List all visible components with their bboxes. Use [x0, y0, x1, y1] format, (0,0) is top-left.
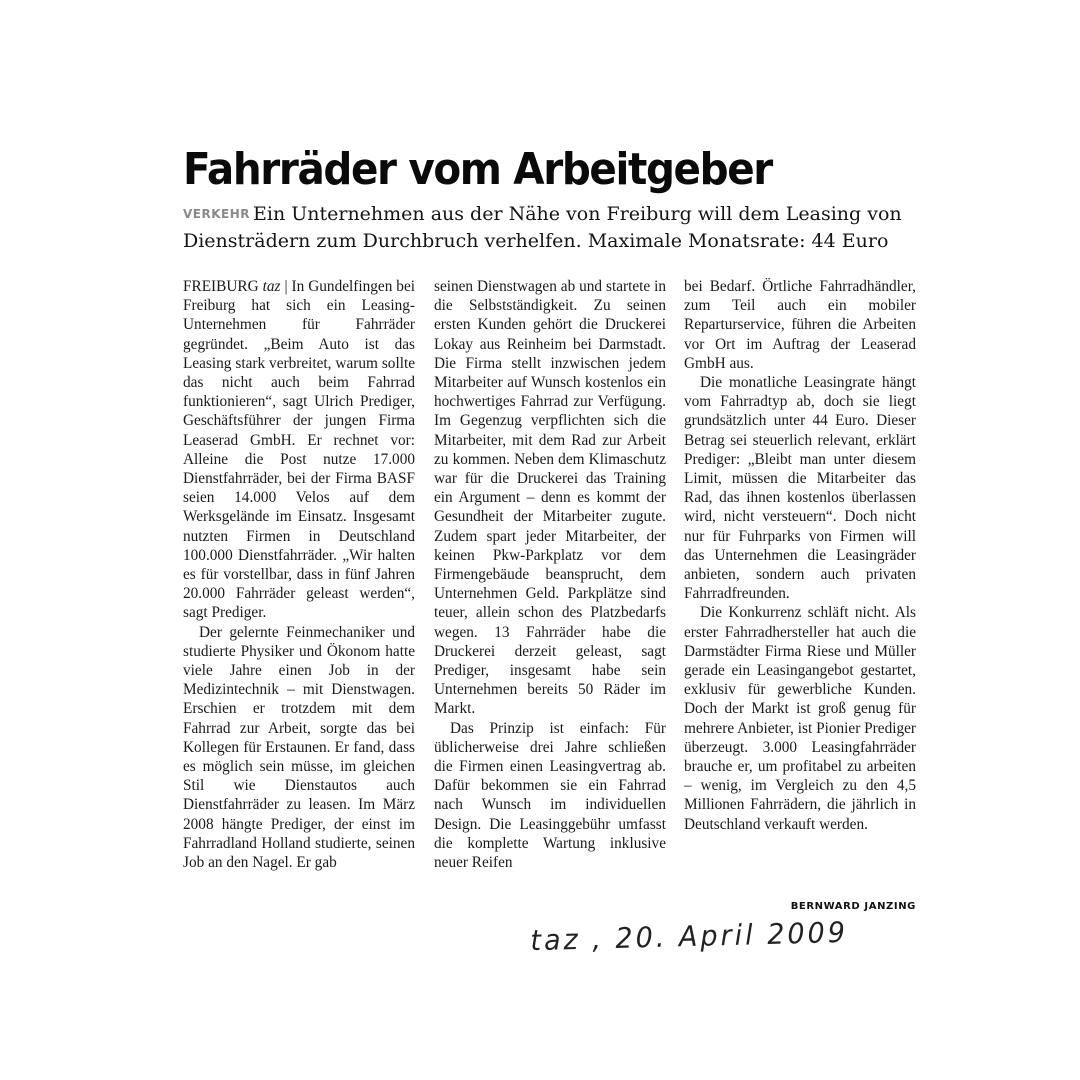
dateline-separator: |: [280, 278, 292, 295]
dateline-place: FREIBURG: [183, 278, 259, 295]
article-column-3: [684, 277, 916, 834]
paragraph: seinen Dienstwagen ab und startete in die Selbstständigkeit. Zu seinen ersten Kunden gehört die Druckerei Lokay aus Reinheim bei Darmstadt. Die Firma stellt inzwischen jedem Mitarbeiter auf Wunsch kostenlos ein hochwertiges Fahrrad zur Verfügung. Im Gegenzug verpflichten sich die Mitarbeiter, mit dem Rad zur Arbeit zu kommen. Neben dem Klimaschutz war für die Druckerei das Training ein Argument – denn es kommt der Gesundheit der Mitarbeiter zugute. Zudem spart jeder Mitarbeiter, der keinen Pkw-Parkplatz vor dem Firmengebäude beansprucht, dem Unternehmen Geld. Parkplätze sind teuer, allein schon des Platzbedarfs wegen. 13 Fahrräder habe die Druckerei derzeit geleast, sagt Prediger, insgesamt habe sein Unternehmen bereits 50 Räder im Markt.: [434, 278, 666, 718]
dateline: [183, 278, 292, 295]
subhead-line-2: Diensträdern zum Durchbruch verhelfen. Maximale Monatsrate: 44 Euro: [183, 230, 889, 252]
subhead-text-1: Ein Unternehmen aus der Nähe von Freiburg will dem Leasing von: [253, 203, 902, 225]
dateline-source: taz: [262, 278, 281, 295]
paragraph: [183, 277, 415, 623]
article-column-2: [434, 277, 666, 872]
paragraph: Die monatliche Leasingrate hängt vom Fahrradtyp ab, doch sie liegt grundsätzlich unter 44 Euro. Dieser Betrag sei steuerlich relevant, erklärt Prediger: „Bleibt man unter diesem Limit, müssen die Mitarbeiter das Rad, das ihnen kostenlos überlassen wird, nicht versteuern“. Doch nicht nur für Fuhrparks von Firmen will das Unternehmen die Leasingräder anbieten, sondern auch privaten Fahrradfreunden.: [684, 374, 916, 603]
subheadline: [183, 201, 903, 255]
paragraph: Der gelernte Feinmechaniker und studierte Physiker und Ökonom hatte viele Jahre einen Job in der Medizintechnik – mit Dienstwagen. Erschien er trotzdem mit dem Fahrrad zur Arbeit, sorgte das bei Kollegen für Erstaunen. Er fand, dass es möglich sein müsse, im gleichen Stil wie Dienstautos auch Dienstfahrräder zu leasen. Im März 2008 hängte Prediger, der einst im Fahrradland Holland studierte, seinen Job an den Nagel. Er gab: [183, 623, 415, 872]
paragraph-text: In Gundelfingen bei Freiburg hat sich ein Leasing-Unternehmen für Fahrräder gegründet. „Beim Auto ist das Leasing stark verbreitet, warum sollte das nicht auch beim Fahrrad funktionieren“, sagt Ulrich Prediger, Geschäftsführer der jungen Firma Leaserad GmbH. Er rechnet vor: Alleine die Post nutze 17.000 Dienstfahrräder, bei der Firma BASF seien 14.000 Velos auf dem Werksgelände im Einsatz. Insgesamt nutzten Firmen in Deutschland 100.000 Dienstfahrräder. „Wir halten es für vorstellbar, dass in fünf Jahren 20.000 Fahrräder geleast werden“, sagt Prediger.: [183, 278, 415, 622]
paragraph: Das Prinzip ist einfach: Für üblicherweise drei Jahre schließen die Firmen einen Leasingvertrag ab. Dafür bekommen sie ein Fahrrad nach Wunsch im individuellen Design. Die Leasinggebühr umfasst die komplette Wartung inklusive neuer Reifen: [434, 719, 666, 872]
handwritten-date-annotation: taz , 20. April 2009: [530, 916, 849, 958]
subhead-line-1: [183, 201, 903, 228]
headline: Fahrräder vom Arbeitgeber: [183, 144, 772, 195]
byline: BERNWARD JANZING: [790, 901, 916, 912]
paragraph: Die Konkurrenz schläft nicht. Als erster Fahrradhersteller hat auch die Darmstädter Firma Riese und Müller gerade ein Leasingangebot gestartet, exklusiv für gewerbliche Kunden. Doch der Markt ist groß genug für mehrere Anbieter, ist Pionier Prediger überzeugt. 3.000 Leasingfahrräder brauche er, um profitabel zu arbeiten – wenig, im Vergleich zu den 4,5 Millionen Fahrrädern, die jährlich in Deutschland verkauft werden.: [684, 604, 916, 833]
kicker-label: VERKEHR: [183, 207, 251, 221]
paragraph: bei Bedarf. Örtliche Fahrradhändler, zum Teil auch ein mobiler Reparturservice, führen die Arbeiten vor Ort im Auftrag der Leaserad GmbH aus.: [684, 278, 916, 372]
article-column-1: [183, 277, 415, 872]
